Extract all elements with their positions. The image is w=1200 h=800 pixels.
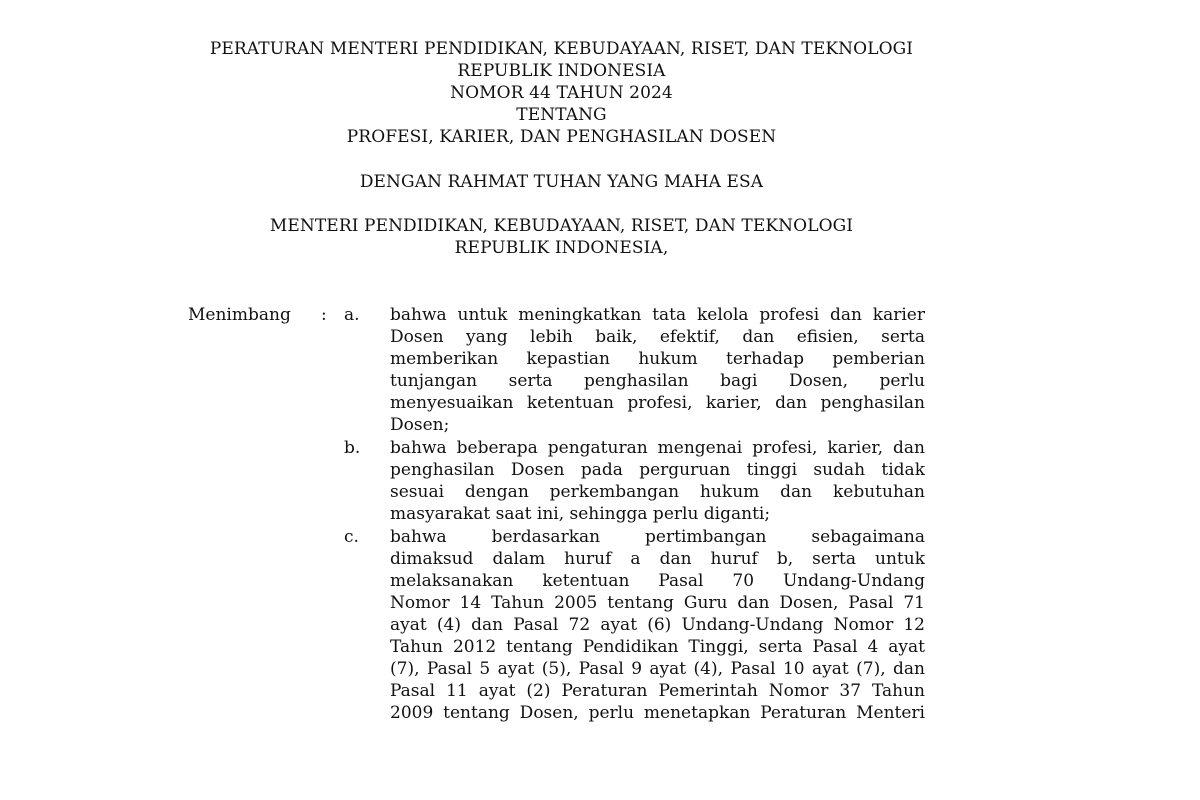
item-letter-c: c. bbox=[344, 527, 359, 547]
item-c-line: Tahun 2012 tentang Pendidikan Tinggi, serta Pasal 4 ayat bbox=[390, 637, 925, 657]
item-letter-b: b. bbox=[344, 438, 361, 458]
item-a-line: Dosen yang lebih baik, efektif, dan efisien, serta bbox=[390, 327, 925, 347]
invocation-line: DENGAN RAHMAT TUHAN YANG MAHA ESA bbox=[359, 172, 764, 192]
item-c-line: Pasal 11 ayat (2) Peraturan Pemerintah Nomor 37 Tahun bbox=[390, 681, 925, 701]
title-line-number: NOMOR 44 TAHUN 2024 bbox=[450, 83, 673, 103]
title-line-regulation: PERATURAN MENTERI PENDIDIKAN, KEBUDAYAAN, RISET, DAN TEKNOLOGI bbox=[209, 39, 914, 59]
item-letter-a: a. bbox=[344, 305, 360, 325]
item-a-line: bahwa untuk meningkatkan tata kelola profesi dan karier bbox=[390, 305, 925, 325]
item-c-line: bahwa berdasarkan pertimbangan sebagaimana bbox=[390, 527, 925, 547]
title-line-about: TENTANG bbox=[516, 105, 607, 125]
item-text-b bbox=[390, 437, 925, 525]
item-a-line: Dosen; bbox=[390, 415, 450, 435]
item-a-line: tunjangan serta penghasilan bagi Dosen, perlu bbox=[390, 371, 925, 391]
item-text-c bbox=[390, 526, 925, 724]
title-line-country: REPUBLIK INDONESIA bbox=[457, 61, 666, 81]
item-c-line: melaksanakan ketentuan Pasal 70 Undang-Undang bbox=[390, 571, 925, 591]
item-b-line: penghasilan Dosen pada perguruan tinggi sudah tidak bbox=[390, 460, 925, 480]
item-b-line: sesuai dengan perkembangan hukum dan kebutuhan bbox=[390, 482, 925, 502]
item-c-line: dimaksud dalam huruf a dan huruf b, serta untuk bbox=[390, 549, 925, 569]
item-a-line: memberikan kepastian hukum terhadap pemberian bbox=[390, 349, 925, 369]
title-line-subject: PROFESI, KARIER, DAN PENGHASILAN DOSEN bbox=[346, 127, 777, 147]
considering-colon: : bbox=[321, 305, 327, 325]
item-a-line: menyesuaikan ketentuan profesi, karier, dan penghasilan bbox=[390, 393, 925, 413]
minister-line: MENTERI PENDIDIKAN, KEBUDAYAAN, RISET, DAN TEKNOLOGI bbox=[269, 216, 854, 236]
item-c-line: ayat (4) dan Pasal 72 ayat (6) Undang-Undang Nomor 12 bbox=[390, 615, 925, 635]
item-c-line: 2009 tentang Dosen, perlu menetapkan Peraturan Menteri bbox=[390, 703, 925, 723]
item-c-line: Nomor 14 Tahun 2005 tentang Guru dan Dosen, Pasal 71 bbox=[390, 593, 925, 613]
item-b-line: masyarakat saat ini, sehingga perlu diganti; bbox=[390, 504, 771, 524]
item-c-line: (7), Pasal 5 ayat (5), Pasal 9 ayat (4), Pasal 10 ayat (7), dan bbox=[390, 659, 925, 679]
considering-label: Menimbang bbox=[188, 305, 291, 325]
item-b-line: bahwa beberapa pengaturan mengenai profesi, karier, dan bbox=[390, 438, 925, 458]
item-text-a bbox=[390, 304, 925, 436]
minister-country-line: REPUBLIK INDONESIA, bbox=[454, 238, 669, 258]
